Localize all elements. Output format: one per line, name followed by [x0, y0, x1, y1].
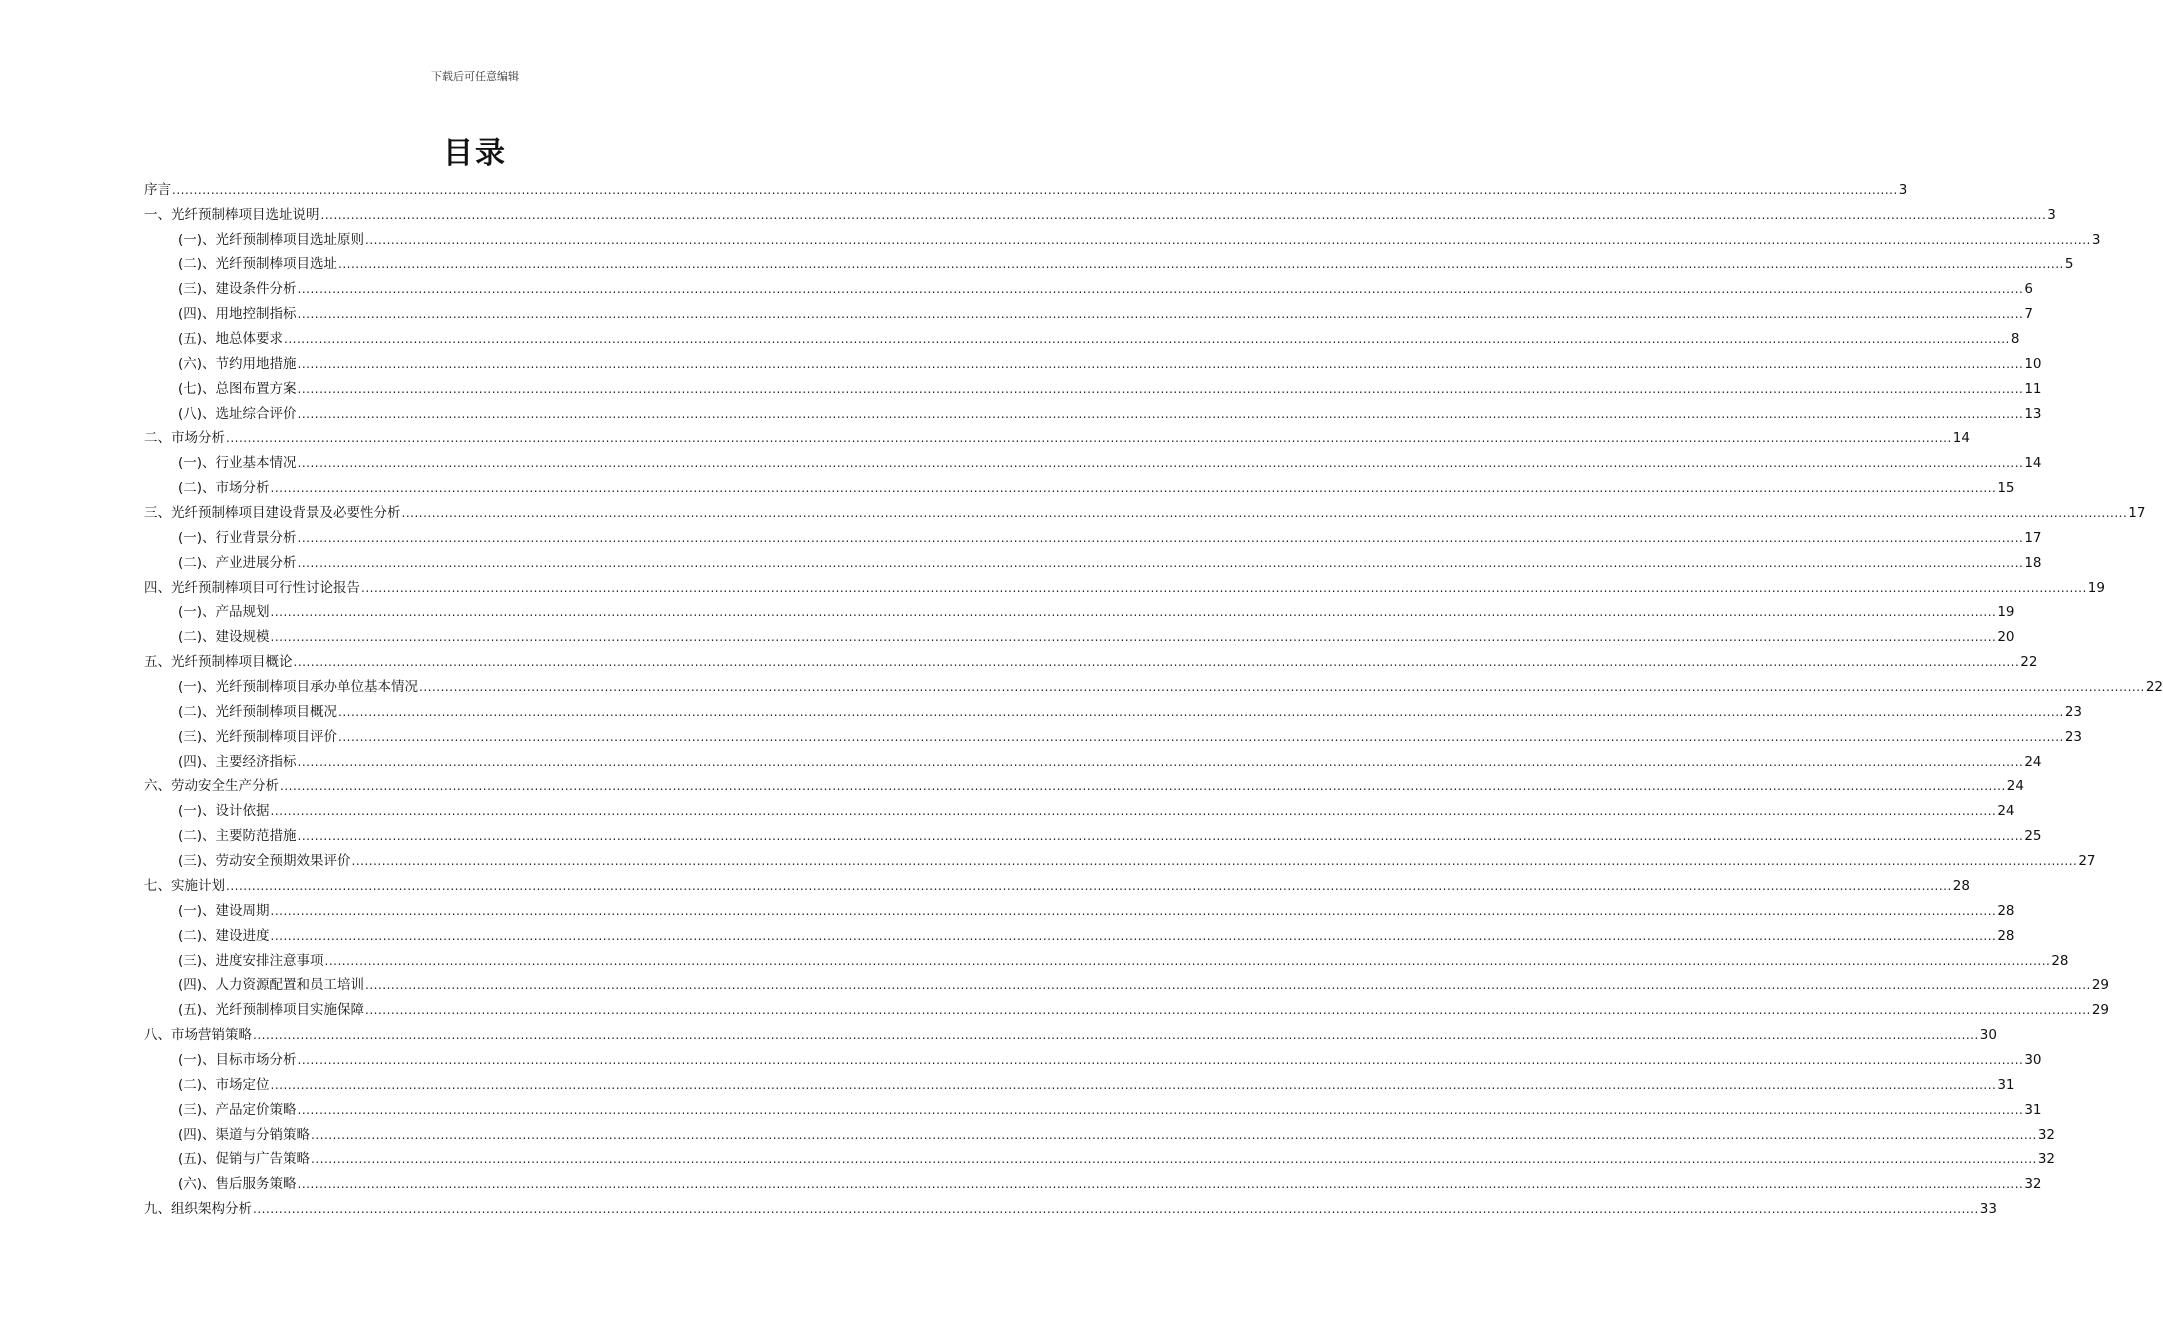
toc-entry[interactable] [144, 1193, 1997, 1218]
toc-subentry[interactable] [144, 1094, 2042, 1119]
toc-subentry[interactable] [144, 696, 2083, 721]
toc-leader-dots: ................................................................................................................................................................................................................................................................................................................................................................................................................ [419, 680, 2145, 695]
toc-entry-page-number: 13 [2024, 405, 2042, 422]
toc-subentry[interactable] [144, 547, 2042, 572]
toc-entry-page-number: 28 [2051, 952, 2069, 969]
toc-entry-label: (七)、总图布置方案 [178, 380, 297, 397]
toc-entry[interactable] [144, 174, 1908, 199]
toc-subentry[interactable] [144, 224, 2101, 249]
toc-leader-dots: ................................................................................................................................................................................................................................................................................................................................................................................................................ [270, 903, 1997, 918]
toc-leader-dots: ................................................................................................................................................................................................................................................................................................................................................................................................................ [338, 257, 2064, 272]
toc-entry-label: (五)、地总体要求 [178, 331, 284, 348]
toc-subentry[interactable] [144, 1044, 2042, 1069]
toc-entry-label: (一)、设计依据 [178, 803, 270, 820]
toc-leader-dots: ................................................................................................................................................................................................................................................................................................................................................................................................................ [365, 978, 2091, 993]
toc-entry-label: (三)、进度安排注意事项 [178, 952, 324, 969]
toc-entry-page-number: 22 [2020, 654, 2038, 671]
toc-subentry[interactable] [144, 920, 2015, 945]
toc-entry-page-number: 27 [2078, 853, 2096, 870]
toc-entry-label: (二)、主要防范措施 [178, 828, 297, 845]
toc-entry-page-number: 31 [2024, 1101, 2042, 1118]
toc-leader-dots: ................................................................................................................................................................................................................................................................................................................................................................................................................ [226, 878, 1952, 893]
toc-leader-dots: ................................................................................................................................................................................................................................................................................................................................................................................................................ [351, 854, 2078, 869]
toc-entry-page-number: 28 [1997, 927, 2015, 944]
toc-entry-label: 九、组织架构分析 [144, 1201, 252, 1218]
toc-leader-dots: ................................................................................................................................................................................................................................................................................................................................................................................................................ [297, 555, 2024, 570]
toc-subentry[interactable] [144, 323, 2020, 348]
toc-entry-page-number: 7 [2024, 306, 2033, 323]
toc-leader-dots: ................................................................................................................................................................................................................................................................................................................................................................................................................ [297, 406, 2024, 421]
toc-entry-label: (二)、建设进度 [178, 927, 270, 944]
toc-entry-page-number: 28 [1952, 877, 1970, 894]
toc-entry-page-number: 19 [1997, 604, 2015, 621]
toc-entry-page-number: 30 [2024, 1051, 2042, 1068]
toc-entry-label: (三)、劳动安全预期效果评价 [178, 853, 351, 870]
toc-subentry[interactable] [144, 721, 2083, 746]
toc-leader-dots: ................................................................................................................................................................................................................................................................................................................................................................................................................ [401, 506, 2128, 521]
toc-subentry[interactable] [144, 1069, 2015, 1094]
toc-entry-label: (四)、渠道与分销策略 [178, 1126, 311, 1143]
toc-entry-page-number: 24 [1997, 803, 2015, 820]
toc-entry[interactable] [144, 199, 2056, 224]
toc-leader-dots: ................................................................................................................................................................................................................................................................................................................................................................................................................ [253, 1202, 1979, 1217]
toc-leader-dots: ................................................................................................................................................................................................................................................................................................................................................................................................................ [297, 282, 2024, 297]
toc-entry-page-number: 28 [1997, 902, 2015, 919]
toc-leader-dots: ................................................................................................................................................................................................................................................................................................................................................................................................................ [253, 1028, 1979, 1043]
toc-leader-dots: ................................................................................................................................................................................................................................................................................................................................................................................................................ [270, 630, 1997, 645]
toc-entry-page-number: 3 [2091, 231, 2101, 248]
toc-entry-page-number: 18 [2024, 554, 2042, 571]
toc-leader-dots: ................................................................................................................................................................................................................................................................................................................................................................................................................ [338, 704, 2064, 719]
toc-leader-dots: ................................................................................................................................................................................................................................................................................................................................................................................................................ [297, 356, 2024, 371]
toc-entry-label: (三)、建设条件分析 [178, 281, 297, 298]
toc-subentry[interactable] [144, 447, 2042, 472]
toc-title: 目录 [443, 136, 507, 171]
toc-leader-dots: ................................................................................................................................................................................................................................................................................................................................................................................................................ [280, 779, 2006, 794]
toc-subentry[interactable] [144, 746, 2042, 771]
toc-leader-dots: ................................................................................................................................................................................................................................................................................................................................................................................................................ [297, 307, 2024, 322]
toc-entry-label: (五)、光纤预制棒项目实施保障 [178, 1002, 365, 1019]
toc-entry-label: 一、光纤预制棒项目选址说明 [144, 206, 320, 223]
toc-entry-label: 七、实施计划 [144, 877, 225, 894]
toc-leader-dots: ................................................................................................................................................................................................................................................................................................................................................................................................................ [270, 481, 1997, 496]
toc-entry-page-number: 24 [2024, 753, 2042, 770]
toc-entry-page-number: 15 [1997, 480, 2015, 497]
toc-entry-label: (四)、主要经济指标 [178, 753, 297, 770]
toc-entry-page-number: 22 [2145, 679, 2163, 696]
toc-subentry[interactable] [144, 994, 2110, 1019]
toc-leader-dots: ................................................................................................................................................................................................................................................................................................................................................................................................................ [297, 829, 2024, 844]
toc-entry-page-number: 30 [1979, 1027, 1997, 1044]
toc-entry-page-number: 11 [2024, 380, 2042, 397]
toc-leader-dots: ................................................................................................................................................................................................................................................................................................................................................................................................................ [172, 182, 1898, 197]
toc-entry-label: (六)、节约用地措施 [178, 355, 297, 372]
toc-entry-label: 六、劳动安全生产分析 [144, 778, 279, 795]
toc-leader-dots: ................................................................................................................................................................................................................................................................................................................................................................................................................ [284, 332, 2010, 347]
toc-entry-label: (二)、建设规模 [178, 629, 270, 646]
toc-subentry[interactable] [144, 472, 2015, 497]
toc-entry-label: (一)、产品规划 [178, 604, 270, 621]
toc-entry-label: (二)、市场定位 [178, 1076, 270, 1093]
toc-entry-label: (三)、产品定价策略 [178, 1101, 297, 1118]
toc-leader-dots: ................................................................................................................................................................................................................................................................................................................................................................................................................ [361, 580, 2087, 595]
toc-subentry[interactable] [144, 845, 2096, 870]
toc-subentry[interactable] [144, 1168, 2042, 1193]
toc-entry-label: 三、光纤预制棒项目建设背景及必要性分析 [144, 505, 401, 522]
toc-leader-dots: ................................................................................................................................................................................................................................................................................................................................................................................................................ [270, 1077, 1997, 1092]
toc-subentry[interactable] [144, 945, 2069, 970]
toc-leader-dots: ................................................................................................................................................................................................................................................................................................................................................................................................................ [297, 1052, 2024, 1067]
toc-subentry[interactable] [144, 1119, 2056, 1144]
toc-subentry[interactable] [144, 298, 2033, 323]
toc-leader-dots: ................................................................................................................................................................................................................................................................................................................................................................................................................ [297, 1177, 2024, 1192]
toc-entry-page-number: 32 [2024, 1176, 2042, 1193]
toc-entry-label: (三)、光纤预制棒项目评价 [178, 728, 338, 745]
toc-subentry[interactable] [144, 249, 2074, 274]
toc-subentry[interactable] [144, 1144, 2056, 1169]
toc-entry-label: (二)、市场分析 [178, 480, 270, 497]
toc-leader-dots: ................................................................................................................................................................................................................................................................................................................................................................................................................ [297, 1102, 2024, 1117]
toc-subentry[interactable] [144, 273, 2033, 298]
toc-leader-dots: ................................................................................................................................................................................................................................................................................................................................................................................................................ [293, 655, 2020, 670]
toc-leader-dots: ................................................................................................................................................................................................................................................................................................................................................................................................................ [270, 928, 1997, 943]
toc-leader-dots: ................................................................................................................................................................................................................................................................................................................................................................................................................ [365, 1003, 2091, 1018]
toc-entry-page-number: 14 [1952, 430, 1970, 447]
toc-subentry[interactable] [144, 820, 2042, 845]
toc-list [144, 174, 2163, 1218]
toc-entry-page-number: 17 [2128, 505, 2146, 522]
toc-entry-page-number: 10 [2024, 355, 2042, 372]
toc-entry[interactable] [144, 1019, 1997, 1044]
toc-leader-dots: ................................................................................................................................................................................................................................................................................................................................................................................................................ [297, 754, 2024, 769]
toc-entry-page-number: 17 [2024, 529, 2042, 546]
toc-entry-label: (一)、光纤预制棒项目承办单位基本情况 [178, 679, 419, 696]
toc-entry-label: (四)、人力资源配置和员工培训 [178, 977, 365, 994]
toc-entry-label: (四)、用地控制指标 [178, 306, 297, 323]
toc-entry[interactable] [144, 497, 2146, 522]
toc-entry-page-number: 23 [2064, 703, 2083, 720]
toc-subentry[interactable] [144, 597, 2015, 622]
toc-entry-page-number: 29 [2091, 977, 2110, 994]
toc-leader-dots: ................................................................................................................................................................................................................................................................................................................................................................................................................ [365, 232, 2091, 247]
header-note: 下载后可任意编辑 [431, 70, 519, 83]
toc-entry-label: (一)、光纤预制棒项目选址原则 [178, 231, 365, 248]
toc-entry-label: (六)、售后服务策略 [178, 1176, 297, 1193]
toc-entry-label: (五)、促销与广告策略 [178, 1151, 311, 1168]
toc-entry-label: (二)、产业进展分析 [178, 554, 297, 571]
toc-subentry[interactable] [144, 970, 2110, 995]
toc-entry-page-number: 31 [1997, 1076, 2015, 1093]
toc-entry-page-number: 23 [2064, 728, 2083, 745]
toc-entry-page-number: 3 [2047, 206, 2056, 223]
toc-entry-label: 四、光纤预制棒项目可行性讨论报告 [144, 579, 360, 596]
toc-leader-dots: ................................................................................................................................................................................................................................................................................................................................................................................................................ [324, 953, 2051, 968]
toc-entry-label: 八、市场营销策略 [144, 1027, 252, 1044]
toc-entry-page-number: 32 [2037, 1151, 2056, 1168]
toc-subentry[interactable] [144, 398, 2042, 423]
toc-subentry[interactable] [144, 671, 2163, 696]
toc-leader-dots: ................................................................................................................................................................................................................................................................................................................................................................................................................ [270, 605, 1997, 620]
toc-entry-page-number: 25 [2024, 828, 2042, 845]
toc-entry-page-number: 24 [2006, 778, 2024, 795]
toc-subentry[interactable] [144, 348, 2042, 373]
toc-entry-label: 五、光纤预制棒项目概论 [144, 654, 293, 671]
toc-leader-dots: ................................................................................................................................................................................................................................................................................................................................................................................................................ [297, 456, 2024, 471]
toc-entry-page-number: 8 [2010, 331, 2020, 348]
toc-subentry[interactable] [144, 373, 2042, 398]
toc-leader-dots: ................................................................................................................................................................................................................................................................................................................................................................................................................ [226, 431, 1952, 446]
toc-entry-page-number: 20 [1997, 629, 2015, 646]
toc-entry[interactable] [144, 423, 1970, 448]
toc-entry-page-number: 14 [2024, 455, 2042, 472]
toc-leader-dots: ................................................................................................................................................................................................................................................................................................................................................................................................................ [311, 1152, 2037, 1167]
toc-entry[interactable] [144, 646, 2038, 671]
toc-entry-label: (一)、目标市场分析 [178, 1051, 297, 1068]
toc-subentry[interactable] [144, 621, 2015, 646]
toc-entry-label: 序言 [144, 181, 171, 198]
toc-entry[interactable] [144, 870, 1970, 895]
toc-entry-label: 二、市场分析 [144, 430, 225, 447]
toc-entry-label: (二)、光纤预制棒项目选址 [178, 256, 338, 273]
toc-entry-page-number: 29 [2091, 1002, 2110, 1019]
toc-entry-label: (一)、行业背景分析 [178, 529, 297, 546]
toc-entry-page-number: 19 [2087, 579, 2105, 596]
toc-leader-dots: ................................................................................................................................................................................................................................................................................................................................................................................................................ [297, 381, 2024, 396]
toc-leader-dots: ................................................................................................................................................................................................................................................................................................................................................................................................................ [320, 207, 2047, 222]
toc-entry-page-number: 3 [1898, 181, 1908, 198]
toc-subentry[interactable] [144, 795, 2015, 820]
toc-leader-dots: ................................................................................................................................................................................................................................................................................................................................................................................................................ [270, 804, 1997, 819]
toc-entry-page-number: 32 [2037, 1126, 2056, 1143]
toc-entry[interactable] [144, 771, 2024, 796]
toc-entry-label: (一)、行业基本情况 [178, 455, 297, 472]
toc-entry-page-number: 5 [2064, 256, 2074, 273]
toc-entry-page-number: 6 [2024, 281, 2033, 298]
toc-entry-label: (一)、建设周期 [178, 902, 270, 919]
toc-entry-label: (二)、光纤预制棒项目概况 [178, 703, 338, 720]
toc-entry[interactable] [144, 572, 2105, 597]
toc-entry-label: (八)、选址综合评价 [178, 405, 297, 422]
toc-subentry[interactable] [144, 895, 2015, 920]
toc-entry-page-number: 33 [1979, 1201, 1997, 1218]
toc-leader-dots: ................................................................................................................................................................................................................................................................................................................................................................................................................ [297, 530, 2024, 545]
toc-subentry[interactable] [144, 522, 2042, 547]
toc-leader-dots: ................................................................................................................................................................................................................................................................................................................................................................................................................ [338, 729, 2064, 744]
toc-leader-dots: ................................................................................................................................................................................................................................................................................................................................................................................................................ [311, 1127, 2037, 1142]
